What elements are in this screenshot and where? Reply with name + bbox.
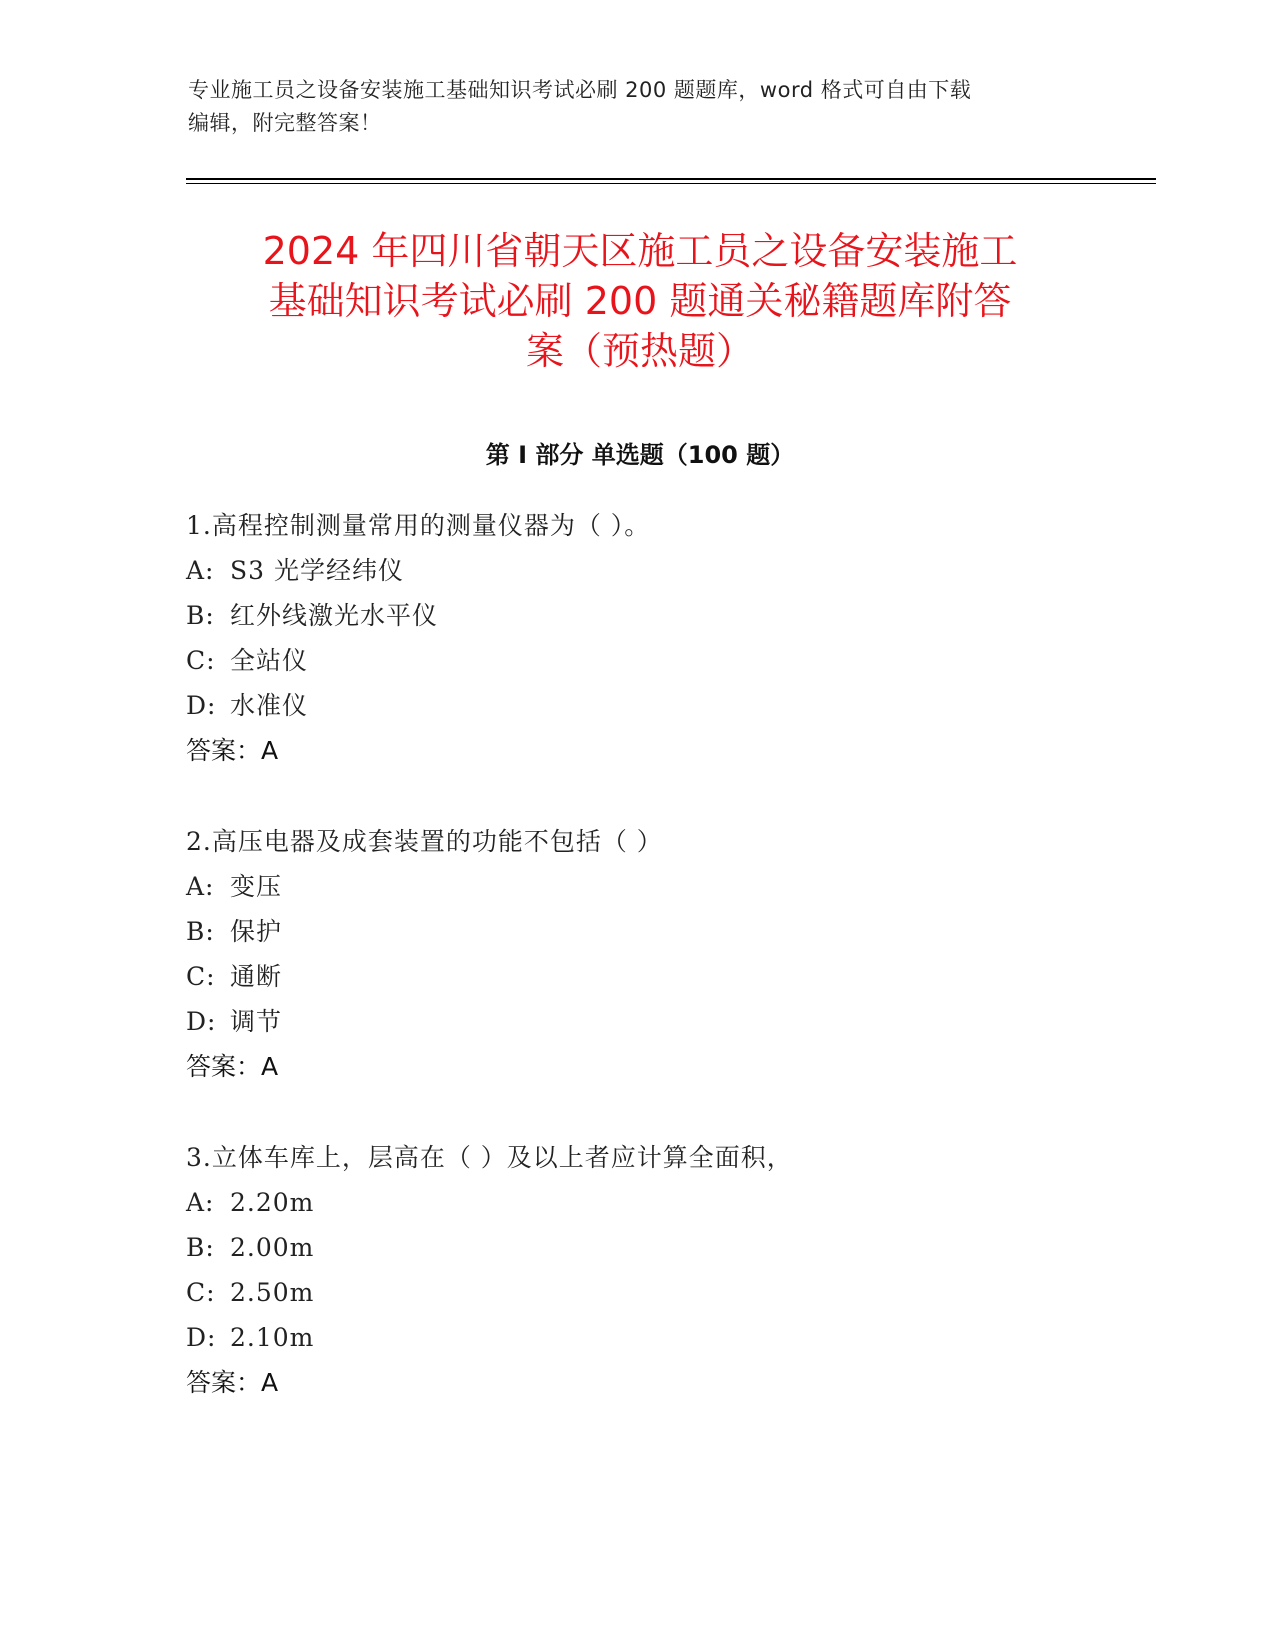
question-option-d — [186, 999, 1086, 1044]
document-title-line-3: 案（预热题） — [525, 329, 754, 373]
document-title-line-2: 基础知识考试必刷 200 题通关秘籍题库附答 — [268, 279, 1012, 323]
question-answer: 答案：A — [186, 1368, 279, 1397]
option-text: 调节 — [230, 1007, 283, 1036]
question-option-d — [186, 1315, 1086, 1360]
option-key: D: — [186, 1323, 217, 1352]
question-option-c — [186, 638, 1086, 683]
question-option-a — [186, 1180, 1086, 1225]
option-key: A: — [186, 1188, 215, 1217]
option-key: A: — [186, 872, 215, 901]
question-option-c — [186, 954, 1086, 999]
header-note-line-2: 编辑，附完整答案！ — [188, 111, 382, 135]
option-key: B: — [186, 917, 215, 946]
option-text: 变压 — [230, 872, 283, 901]
option-text: 2.00m — [230, 1233, 315, 1262]
question-stem: 3.立体车库上，层高在（ ）及以上者应计算全面积， — [186, 1143, 793, 1172]
question-option-a — [186, 548, 1086, 593]
option-key: D: — [186, 1007, 217, 1036]
question-stem: 1.高程控制测量常用的测量仪器为（ ）。 — [186, 511, 651, 540]
header-note-line-1: 专业施工员之设备安装施工基础知识考试必刷 200 题题库，word 格式可自由下载 — [188, 78, 972, 102]
question-answer: 答案：A — [186, 1052, 279, 1081]
option-text: 通断 — [230, 962, 283, 991]
option-text: 2.10m — [230, 1323, 315, 1352]
option-key: A: — [186, 556, 215, 585]
question-1 — [186, 503, 1086, 773]
question-option-a — [186, 864, 1086, 909]
header-divider-thin — [186, 183, 1156, 184]
option-key: C: — [186, 1278, 216, 1307]
question-stem: 2.高压电器及成套装置的功能不包括（ ） — [186, 827, 663, 856]
section-title: 第 I 部分 单选题（100 题） — [485, 441, 795, 469]
question-option-c — [186, 1270, 1086, 1315]
header-note — [188, 74, 1068, 140]
option-key: B: — [186, 1233, 215, 1262]
option-text: 水准仪 — [230, 691, 309, 720]
question-3 — [186, 1135, 1086, 1405]
question-option-b — [186, 1225, 1086, 1270]
question-option-b — [186, 909, 1086, 954]
option-text: 2.20m — [230, 1188, 315, 1217]
question-option-d — [186, 683, 1086, 728]
option-key: C: — [186, 962, 216, 991]
question-2 — [186, 819, 1086, 1089]
document-title-line-1: 2024 年四川省朝天区施工员之设备安装施工 — [262, 229, 1018, 273]
option-text: 2.50m — [230, 1278, 315, 1307]
option-text: 全站仪 — [230, 646, 309, 675]
option-key: C: — [186, 646, 216, 675]
header-divider-thick — [186, 178, 1156, 180]
option-text: 红外线激光水平仪 — [230, 601, 439, 630]
option-key: B: — [186, 601, 215, 630]
question-answer: 答案：A — [186, 736, 279, 765]
option-text: 保护 — [230, 917, 283, 946]
option-key: D: — [186, 691, 217, 720]
option-text: S3 光学经纬仪 — [230, 556, 404, 585]
question-option-b — [186, 593, 1086, 638]
document-title — [160, 226, 1120, 376]
